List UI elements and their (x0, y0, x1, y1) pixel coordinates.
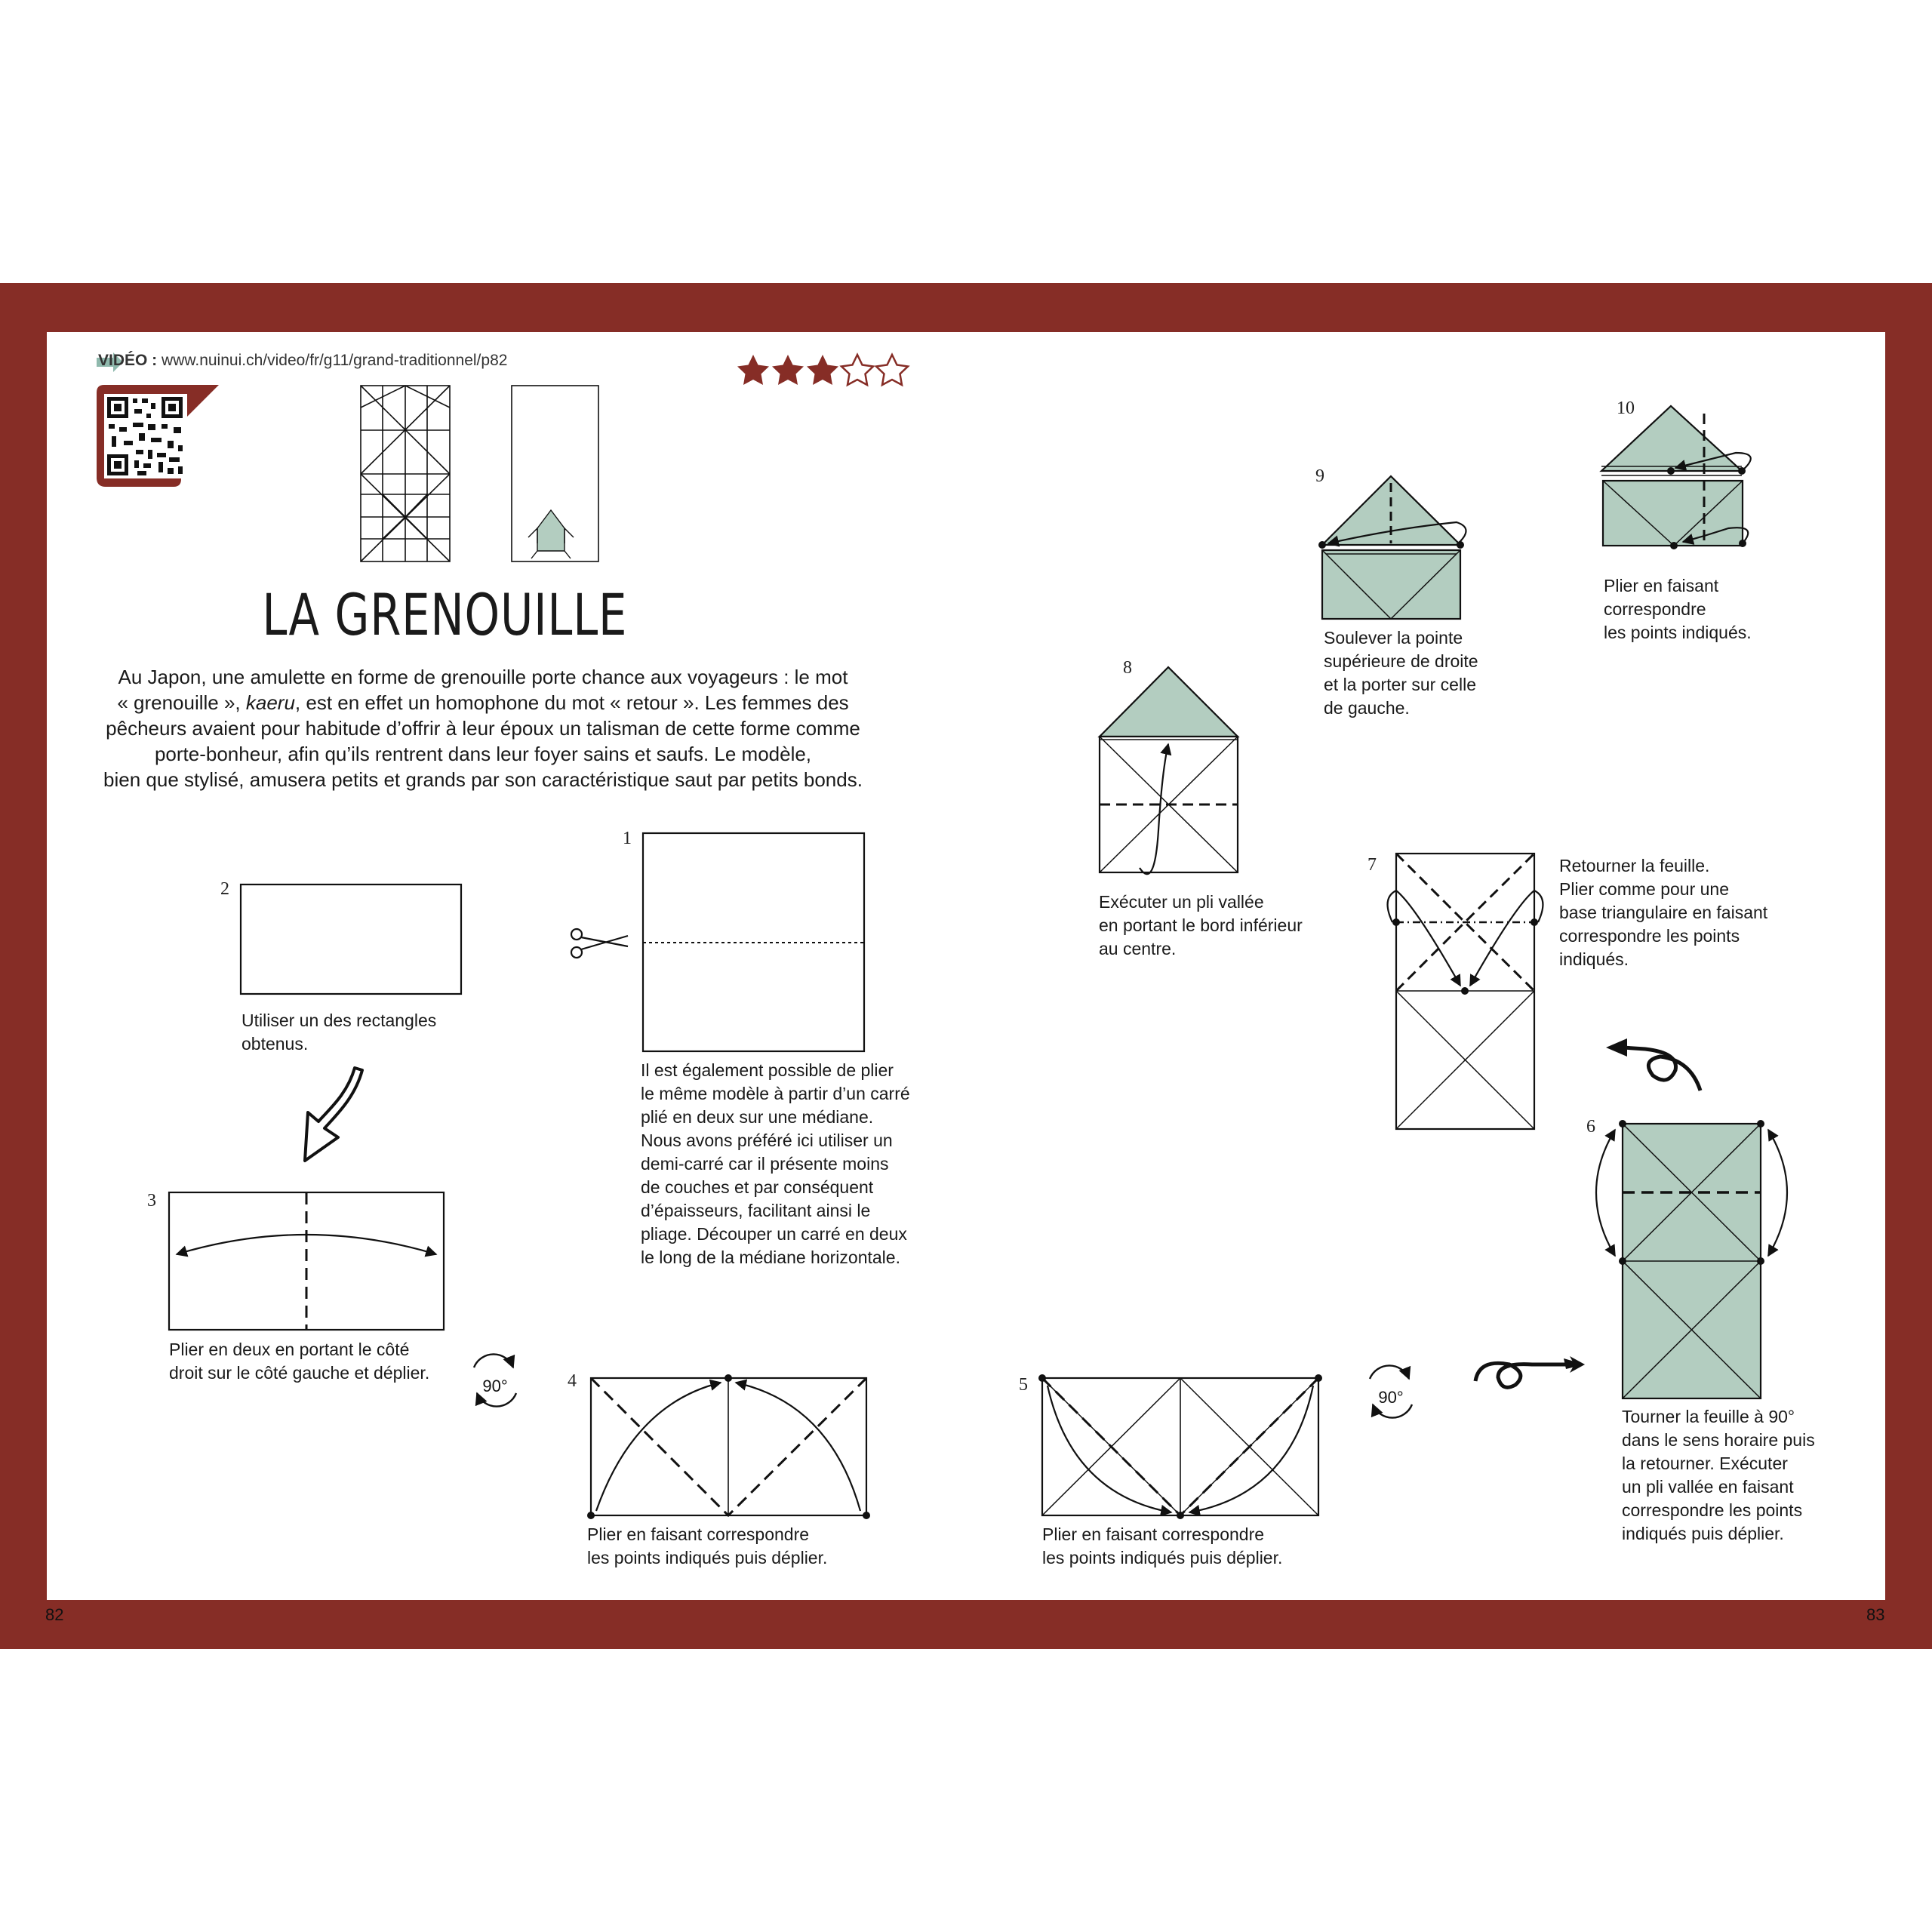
finished-model-thumbnail (512, 386, 598, 561)
star-filled-icon (737, 355, 769, 385)
step-6-diagram (1596, 1121, 1787, 1399)
step-1-diagram (571, 833, 864, 1051)
step-number: 2 (220, 879, 229, 899)
transition-arrow-icon (305, 1068, 362, 1161)
video-label: VIDÉO : (98, 352, 158, 369)
video-link[interactable] (98, 352, 507, 370)
star-filled-icon (772, 355, 804, 385)
flip-over-icon (1606, 1038, 1700, 1091)
step-number: 8 (1123, 658, 1132, 678)
step-9-caption: Soulever la pointe supérieure de droite et la porter sur celle de gauche. (1324, 628, 1478, 718)
step-8-diagram (1100, 667, 1238, 874)
step-3-diagram (169, 1192, 444, 1330)
flip-over-icon (1475, 1356, 1585, 1387)
step-2-caption: Utiliser un des rectangles obtenus. (242, 1011, 437, 1054)
step-number: 5 (1019, 1375, 1028, 1395)
step-4-caption: Plier en faisant correspondre les points indiqués puis déplier. (587, 1524, 828, 1567)
svg-text:90°: 90° (482, 1377, 508, 1395)
difficulty-rating (737, 355, 908, 385)
step-number: 4 (568, 1371, 577, 1391)
step-7-diagram (1388, 854, 1543, 1129)
page-title: LA GRENOUILLE (262, 581, 628, 648)
scissors-icon (571, 929, 628, 958)
step-9-diagram (1319, 476, 1466, 619)
crease-pattern-thumbnail (361, 386, 450, 561)
step-1-caption: Il est également possible de plier le même modèle à partir d’un carré plié en deux sur une médiane. Nous avons préféré ici utiliser un demi-carré car il présente moins de couches et par conséquent d’épaisseurs, facilitant ainsi le pliage. Découper un carré en deux le long de la médiane horizontale. (641, 1060, 910, 1267)
step-number: 7 (1367, 855, 1377, 875)
step-6-caption: Tourner la feuille à 90° dans le sens horaire puis la retourner. Exécuter un pli vallée en faisant correspondre les points indiqués puis déplier. (1622, 1407, 1815, 1543)
step-number: 9 (1315, 466, 1324, 486)
svg-text:90°: 90° (1378, 1388, 1404, 1407)
video-url[interactable]: www.nuinui.ch/video/fr/g11/grand-traditionnel/p82 (162, 352, 508, 369)
intro-paragraph: Au Japon, une amulette en forme de grenouille porte chance aux voyageurs : le mot « grenouille », kaeru, est en effet un homophone du mot « retour ». Les femmes des pêcheurs avaient pour habitude d’offrir à leur époux un talisman de cette forme comme porte-bonheur, afin qu’ils rentrent dans leur foyer sains et saufs. Le modèle, bien que stylisé, amusera petits et grands par son caractéristique saut par petits bonds. (103, 666, 863, 791)
rotate-90-icon (474, 1354, 516, 1406)
page-number-right: 83 (1866, 1605, 1885, 1624)
step-10-caption: Plier en faisant correspondre les points indiqués. (1604, 576, 1752, 642)
step-4-diagram (588, 1375, 870, 1519)
rotate-90-icon (1370, 1365, 1412, 1417)
page-number-left: 82 (45, 1605, 64, 1624)
star-empty-icon (876, 355, 908, 385)
step-number: 3 (147, 1191, 156, 1211)
step-7-caption: Retourner la feuille. Plier comme pour une base triangulaire en faisant correspondre les points indiqués. (1559, 856, 1768, 969)
step-number: 6 (1586, 1117, 1595, 1137)
star-filled-icon (807, 355, 838, 385)
step-number: 1 (623, 829, 632, 848)
step-8-caption: Exécuter un pli vallée en portant le bord inférieur au centre. (1099, 892, 1303, 958)
step-2-diagram (241, 884, 461, 994)
star-empty-icon (841, 355, 873, 385)
qr-code-icon[interactable] (97, 385, 219, 487)
step-5-caption: Plier en faisant correspondre les points indiqués puis déplier. (1042, 1524, 1283, 1567)
step-10-diagram (1601, 406, 1751, 549)
step-3-caption: Plier en deux en portant le côté droit sur le côté gauche et déplier. (169, 1340, 430, 1383)
step-5-diagram (1039, 1375, 1322, 1519)
step-number: 10 (1617, 398, 1635, 418)
